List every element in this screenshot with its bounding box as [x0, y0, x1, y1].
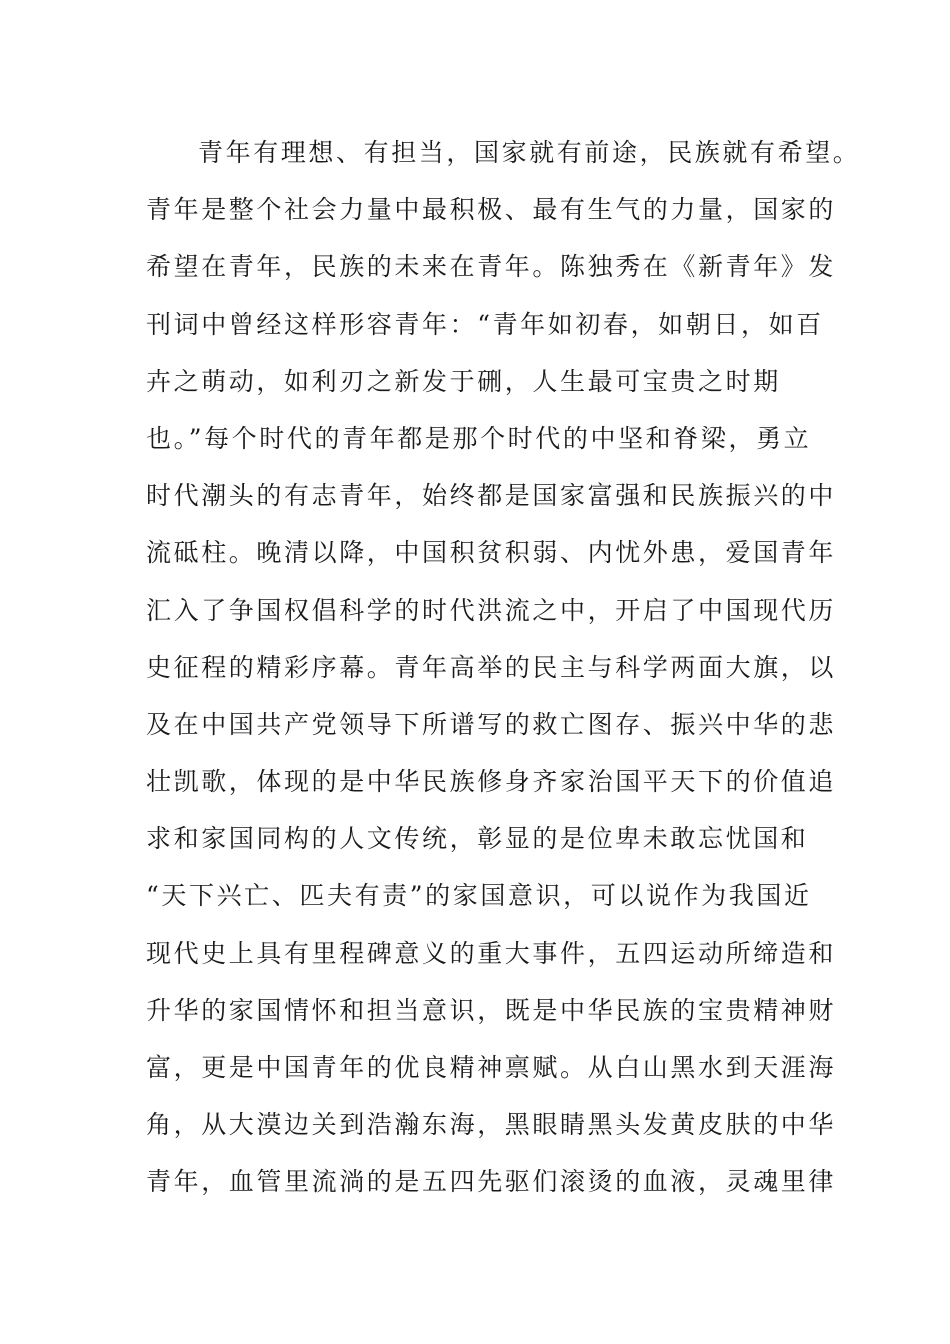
paragraph-line: 流砥柱。晚清以降，中国积贫积弱、内忧外患，爱国青年 [146, 538, 837, 568]
paragraph-line: 升华的家国情怀和担当意识，既是中华民族的宝贵精神财 [146, 995, 837, 1025]
paragraph-line: 时代潮头的有志青年，始终都是国家富强和民族振兴的中 [146, 481, 837, 511]
paragraph-line: 及在中国共产党领导下所谱写的救亡图存、振兴中华的悲 [146, 709, 837, 739]
paragraph-line: “天下兴亡、匹夫有责”的家国意识，可以说作为我国近 [146, 881, 812, 911]
paragraph-line: 求和家国同构的人文传统，彰显的是位卑未敢忘忧国和 [146, 824, 809, 854]
paragraph-line: 希望在青年，民族的未来在青年。陈独秀在《新青年》发 [146, 252, 837, 282]
paragraph-line: 刊词中曾经这样形容青年：“青年如初春，如朝日，如百 [146, 309, 824, 339]
paragraph-line: 壮凯歌，体现的是中华民族修身齐家治国平天下的价值追 [146, 767, 837, 797]
paragraph-line: 青年是整个社会力量中最积极、最有生气的力量，国家的 [146, 195, 837, 225]
paragraph-line: 卉之萌动，如利刃之新发于硎，人生最可宝贵之时期 [146, 366, 781, 396]
paragraph-line: 青年有理想、有担当，国家就有前途，民族就有希望。 [198, 138, 861, 167]
paragraph-line: 史征程的精彩序幕。青年高举的民主与科学两面大旗，以 [146, 652, 837, 682]
paragraph-line: 青年，血管里流淌的是五四先驱们滚烫的血液，灵魂里律 [146, 1167, 837, 1197]
paragraph [146, 130, 861, 1217]
paragraph-line: 富，更是中国青年的优良精神禀赋。从白山黑水到天涯海 [146, 1053, 837, 1082]
paragraph-line: 角，从大漠边关到浩瀚东海，黑眼睛黑头发黄皮肤的中华 [146, 1110, 837, 1140]
paragraph-line: 也。”每个时代的青年都是那个时代的中坚和脊梁，勇立 [146, 423, 812, 453]
paragraph-line: 现代史上具有里程碑意义的重大事件，五四运动所缔造和 [146, 938, 837, 968]
paragraph-line: 汇入了争国权倡科学的时代洪流之中，开启了中国现代历 [146, 595, 837, 625]
